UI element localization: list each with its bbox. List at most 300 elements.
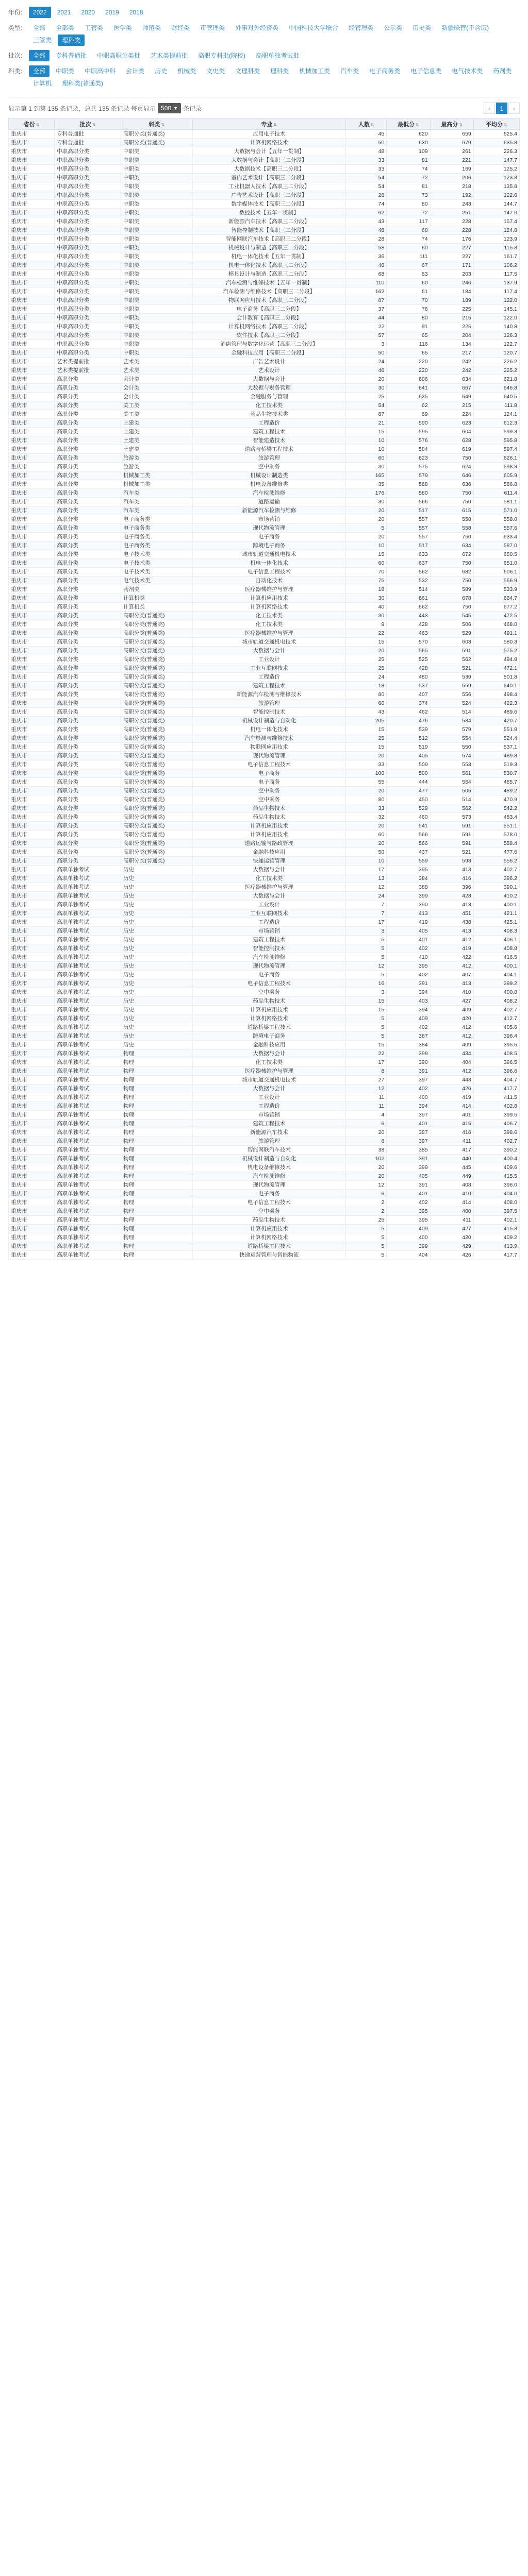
table-cell: 工业互联网技术 bbox=[192, 909, 345, 918]
table-cell: 中职类 bbox=[121, 174, 193, 182]
table-cell: 旅游类 bbox=[121, 463, 193, 471]
table-cell: 重庆市 bbox=[9, 848, 55, 857]
filter-option[interactable]: 理科类 bbox=[270, 67, 289, 75]
table-cell: 高职单独考试 bbox=[55, 979, 121, 988]
table-cell: 595 bbox=[387, 428, 430, 436]
table-cell: 450 bbox=[387, 795, 430, 804]
table-cell: 高职分类(普通类) bbox=[121, 673, 193, 682]
table-cell: 空中乘务 bbox=[192, 1207, 345, 1216]
filter-option[interactable]: 会计类 bbox=[126, 67, 145, 75]
table-cell: 高职分类 bbox=[55, 577, 121, 585]
table-cell: 重庆市 bbox=[9, 1216, 55, 1225]
sort-icon: ⇅ bbox=[504, 122, 507, 127]
table-cell: 高职单独考试 bbox=[55, 1014, 121, 1023]
table-cell: 重庆市 bbox=[9, 1172, 55, 1181]
table-cell: 115.8 bbox=[473, 244, 519, 252]
table-cell: 重庆市 bbox=[9, 533, 55, 541]
table-cell: 422.3 bbox=[473, 699, 519, 708]
table-cell: 高职分类(普通类) bbox=[121, 664, 193, 673]
table-cell: 新能源汽车技术【高职三二分段】 bbox=[192, 217, 345, 226]
table-cell: 434 bbox=[430, 1049, 473, 1058]
table-cell: 11 bbox=[346, 1102, 387, 1111]
table-cell: 重庆市 bbox=[9, 1049, 55, 1058]
table-cell: 10 bbox=[346, 436, 387, 445]
filter-option[interactable]: 理科类(普通类) bbox=[62, 80, 104, 87]
filter-option[interactable]: 全部 bbox=[29, 50, 50, 61]
table-cell: 405 bbox=[387, 752, 430, 760]
filter-option[interactable]: 机械加工类 bbox=[299, 67, 331, 75]
table-cell: 酒店管理与数字化运营【高职三二分段】 bbox=[192, 340, 345, 349]
table-cell: 重庆市 bbox=[9, 813, 55, 822]
table-cell: 汽车检测维修 bbox=[192, 953, 345, 962]
filter-option[interactable]: 汽车类 bbox=[340, 67, 359, 75]
table-row bbox=[9, 130, 520, 139]
table-cell: 工程造价 bbox=[192, 918, 345, 927]
filter-option[interactable]: 专科普通批 bbox=[56, 52, 87, 59]
table-cell: 历史 bbox=[121, 944, 193, 953]
table-cell: 新能源汽车技术 bbox=[192, 1128, 345, 1137]
table-cell: 584 bbox=[387, 445, 430, 454]
table-cell: 498.4 bbox=[473, 690, 519, 699]
filter-option[interactable]: 中职高职分类批 bbox=[97, 52, 141, 59]
table-cell: 117.5 bbox=[473, 270, 519, 279]
table-cell: 电子技术类 bbox=[121, 550, 193, 559]
table-row bbox=[9, 1111, 520, 1120]
table-cell: 高职单独考试 bbox=[55, 1233, 121, 1242]
table-cell: 城市轨道交通机电技术 bbox=[192, 638, 345, 647]
table-cell: 413 bbox=[387, 909, 430, 918]
table-cell: 408 bbox=[430, 1181, 473, 1190]
column-header[interactable] bbox=[387, 118, 430, 130]
filter-option[interactable]: 全部 bbox=[29, 65, 50, 77]
table-cell: 高职分类 bbox=[55, 760, 121, 769]
table-cell: 20 bbox=[346, 647, 387, 655]
table-cell: 400 bbox=[387, 1093, 430, 1102]
column-header[interactable] bbox=[346, 118, 387, 130]
table-cell: 药品生物技术 bbox=[192, 813, 345, 822]
table-cell: 计算机网络技术 bbox=[192, 603, 345, 612]
table-cell: 重庆市 bbox=[9, 760, 55, 769]
table-cell: 重庆市 bbox=[9, 1155, 55, 1163]
table-cell: 高职分类(普通类) bbox=[121, 612, 193, 620]
filter-option[interactable]: 中职类 bbox=[56, 67, 75, 75]
table-cell: 高职分类 bbox=[55, 533, 121, 541]
table-cell: 408.2 bbox=[473, 997, 519, 1006]
table-cell: 750 bbox=[430, 498, 473, 506]
column-header[interactable] bbox=[55, 118, 121, 130]
column-header[interactable] bbox=[9, 118, 55, 130]
table-cell: 跨境电子商务 bbox=[192, 1032, 345, 1041]
table-cell: 394 bbox=[387, 988, 430, 997]
filter-option[interactable]: 工管类 bbox=[85, 24, 104, 31]
table-cell: 169 bbox=[430, 165, 473, 174]
table-cell: 重庆市 bbox=[9, 287, 55, 296]
filter-option[interactable]: 三管类 bbox=[33, 37, 52, 44]
filter-option[interactable]: 新疆联管(不含历) bbox=[441, 24, 489, 31]
table-cell: 重庆市 bbox=[9, 664, 55, 673]
table-cell: 15 bbox=[346, 638, 387, 647]
table-row bbox=[9, 226, 520, 235]
table-cell: 428 bbox=[430, 892, 473, 901]
table-cell: 会计类 bbox=[121, 384, 193, 393]
table-cell: 历史 bbox=[121, 901, 193, 909]
table-cell: 中职高职分类 bbox=[55, 191, 121, 200]
table-cell: 45 bbox=[346, 130, 387, 139]
table-cell: 80 bbox=[387, 314, 430, 323]
table-cell: 218 bbox=[430, 182, 473, 191]
table-cell: 重庆市 bbox=[9, 515, 55, 524]
table-cell: 智能建造技术 bbox=[192, 436, 345, 445]
table-row bbox=[9, 664, 520, 673]
table-cell: 机械设计与制造【高职三二分段】 bbox=[192, 244, 345, 252]
table-cell: 394 bbox=[387, 1006, 430, 1014]
table-cell: 11 bbox=[346, 1093, 387, 1102]
table-cell: 重庆市 bbox=[9, 1207, 55, 1216]
table-cell: 重庆市 bbox=[9, 130, 55, 139]
table-row bbox=[9, 261, 520, 270]
table-cell: 汽车检测与维修技术【五年一贯制】 bbox=[192, 279, 345, 287]
table-cell: 413 bbox=[430, 979, 473, 988]
table-cell: 18 bbox=[346, 682, 387, 690]
table-cell: 高职分类 bbox=[55, 682, 121, 690]
filter-option[interactable]: 2020 bbox=[81, 9, 95, 16]
filter-option[interactable]: 外事对外经济类 bbox=[235, 24, 279, 31]
table-cell: 494.8 bbox=[473, 655, 519, 664]
filter-option[interactable]: 艺术类提前批 bbox=[151, 52, 188, 59]
table-cell: 558 bbox=[430, 515, 473, 524]
table-cell: 金融科技应用【高职三二分段】 bbox=[192, 349, 345, 358]
table-cell: 176 bbox=[430, 235, 473, 244]
table-cell: 重庆市 bbox=[9, 734, 55, 743]
filter-option[interactable]: 师范类 bbox=[142, 24, 161, 31]
table-cell: 7 bbox=[346, 909, 387, 918]
table-cell: 472.5 bbox=[473, 612, 519, 620]
table-row bbox=[9, 673, 520, 682]
table-cell: 145.1 bbox=[473, 305, 519, 314]
table-row bbox=[9, 1120, 520, 1128]
table-cell: 中职高职分类 bbox=[55, 261, 121, 270]
table-cell: 历史 bbox=[121, 874, 193, 883]
table-cell: 中职类 bbox=[121, 279, 193, 287]
table-cell: 机电设备维修技术 bbox=[192, 1163, 345, 1172]
table-cell: 重庆市 bbox=[9, 822, 55, 831]
next-page-button[interactable]: › bbox=[508, 103, 520, 114]
table-cell: 387 bbox=[387, 1128, 430, 1137]
table-cell: 重庆市 bbox=[9, 428, 55, 436]
filter-option[interactable]: 高职专科批(院校) bbox=[198, 52, 246, 59]
table-cell: 405.6 bbox=[473, 1023, 519, 1032]
table-cell: 高职单独考试 bbox=[55, 1207, 121, 1216]
page-1-button[interactable]: 1 bbox=[496, 103, 507, 114]
table-cell: 532 bbox=[387, 577, 430, 585]
table-cell: 高职分类 bbox=[55, 831, 121, 839]
table-cell: 土建类 bbox=[121, 419, 193, 428]
table-cell: 高职单独考试 bbox=[55, 936, 121, 944]
table-cell: 50 bbox=[346, 139, 387, 147]
table-cell: 计算机网络技术 bbox=[192, 1014, 345, 1023]
table-cell: 109 bbox=[387, 147, 430, 156]
filter-option[interactable]: 中国科技大学联合 bbox=[289, 24, 339, 31]
table-row bbox=[9, 331, 520, 340]
table-cell: 20 bbox=[346, 787, 387, 795]
table-cell: 高职单独考试 bbox=[55, 1120, 121, 1128]
table-cell: 历史 bbox=[121, 892, 193, 901]
table-cell: 750 bbox=[430, 533, 473, 541]
filter-option[interactable]: 历史 bbox=[155, 67, 168, 75]
filter-option[interactable]: 计算机 bbox=[33, 80, 52, 87]
table-cell: 重庆市 bbox=[9, 226, 55, 235]
table-cell: 16 bbox=[346, 979, 387, 988]
filter-options bbox=[29, 22, 520, 47]
table-cell: 25 bbox=[346, 655, 387, 664]
table-cell: 会计类 bbox=[121, 393, 193, 401]
filter-option[interactable]: 2019 bbox=[105, 9, 119, 16]
table-cell: 软件技术【高职三二分段】 bbox=[192, 331, 345, 340]
table-cell: 重庆市 bbox=[9, 708, 55, 717]
filter-option[interactable]: 高职单独考试批 bbox=[256, 52, 300, 59]
column-header[interactable] bbox=[192, 118, 345, 130]
table-cell: 中职高职分类 bbox=[55, 156, 121, 165]
filter-option[interactable]: 机械类 bbox=[177, 67, 196, 75]
table-cell: 205 bbox=[346, 717, 387, 725]
table-cell: 重庆市 bbox=[9, 1006, 55, 1014]
table-cell: 43 bbox=[346, 708, 387, 717]
table-cell: 184 bbox=[430, 287, 473, 296]
table-cell: 艺术设计 bbox=[192, 366, 345, 375]
filter-option[interactable]: 2022 bbox=[29, 7, 51, 18]
table-cell: 高职分类(普通类) bbox=[121, 629, 193, 638]
table-cell: 635.8 bbox=[473, 139, 519, 147]
column-header[interactable] bbox=[121, 118, 193, 130]
table-cell: 高职分类 bbox=[55, 393, 121, 401]
filter-option[interactable]: 电气技术类 bbox=[452, 67, 483, 75]
table-cell: 417.7 bbox=[473, 1084, 519, 1093]
table-cell: 大数据与会计 bbox=[192, 892, 345, 901]
table-cell: 611.4 bbox=[473, 489, 519, 498]
table-cell: 土建类 bbox=[121, 436, 193, 445]
table-cell: 20 bbox=[346, 1172, 387, 1181]
filter-option[interactable]: 财经类 bbox=[171, 24, 190, 31]
table-row bbox=[9, 760, 520, 769]
table-cell: 机电一体化技术【五年一贯制】 bbox=[192, 252, 345, 261]
table-row bbox=[9, 314, 520, 323]
table-cell: 514 bbox=[430, 795, 473, 804]
table-cell: 661 bbox=[387, 594, 430, 603]
table-cell: 24 bbox=[346, 673, 387, 682]
table-row bbox=[9, 323, 520, 331]
table-cell: 高职分类(普通类) bbox=[121, 848, 193, 857]
table-cell: 428 bbox=[387, 664, 430, 673]
table-cell: 530.7 bbox=[473, 769, 519, 778]
table-cell: 计算机应用技术 bbox=[192, 1006, 345, 1014]
table-cell: 高职分类 bbox=[55, 594, 121, 603]
table-row bbox=[9, 498, 520, 506]
table-cell: 历史 bbox=[121, 953, 193, 962]
table-cell: 工业设计 bbox=[192, 1093, 345, 1102]
table-row bbox=[9, 918, 520, 927]
filter-option[interactable]: 医学类 bbox=[113, 24, 133, 31]
table-cell: 高职分类 bbox=[55, 804, 121, 813]
table-cell: 417.7 bbox=[473, 1251, 519, 1260]
filter-option[interactable]: 理科类 bbox=[58, 35, 85, 46]
table-cell: 中职类 bbox=[121, 200, 193, 209]
table-cell: 15 bbox=[346, 550, 387, 559]
table-cell: 物理 bbox=[121, 1146, 193, 1155]
table-cell: 404.1 bbox=[473, 971, 519, 979]
table-cell: 重庆市 bbox=[9, 1032, 55, 1041]
filter-option[interactable]: 全部 bbox=[33, 24, 46, 31]
filter-option[interactable]: 2021 bbox=[57, 9, 71, 16]
table-cell: 126.3 bbox=[473, 331, 519, 340]
table-cell: 中职类 bbox=[121, 252, 193, 261]
table-cell: 70 bbox=[387, 296, 430, 305]
column-header-label: 最高分 bbox=[441, 121, 458, 128]
table-cell: 物理 bbox=[121, 1058, 193, 1067]
table-cell: 489.6 bbox=[473, 708, 519, 717]
filter-row bbox=[8, 21, 520, 48]
table-cell: 重庆市 bbox=[9, 971, 55, 979]
table-cell: 521 bbox=[430, 664, 473, 673]
table-cell: 高职分类 bbox=[55, 629, 121, 638]
table-cell: 重庆市 bbox=[9, 874, 55, 883]
table-cell: 396.6 bbox=[473, 1067, 519, 1076]
table-row bbox=[9, 489, 520, 498]
table-cell: 高职分类(普通类) bbox=[121, 682, 193, 690]
table-cell: 419 bbox=[387, 918, 430, 927]
table-cell: 6 bbox=[346, 1120, 387, 1128]
table-cell: 高职分类 bbox=[55, 638, 121, 647]
table-cell: 391 bbox=[387, 1155, 430, 1163]
filter-option[interactable]: 电子信息类 bbox=[410, 67, 442, 75]
table-cell: 646.8 bbox=[473, 384, 519, 393]
table-cell: 自动化技术 bbox=[192, 577, 345, 585]
table-cell: 640.5 bbox=[473, 393, 519, 401]
table-row bbox=[9, 1146, 520, 1155]
table-cell: 重庆市 bbox=[9, 349, 55, 358]
table-cell: 高职单独考试 bbox=[55, 892, 121, 901]
table-cell: 汽车检测维修 bbox=[192, 489, 345, 498]
table-cell: 重庆市 bbox=[9, 568, 55, 577]
table-cell: 中职高职分类 bbox=[55, 200, 121, 209]
table-cell: 505 bbox=[430, 787, 473, 795]
table-cell: 重庆市 bbox=[9, 358, 55, 366]
column-header-label: 批次 bbox=[79, 121, 91, 128]
table-cell: 智能网联汽车技术【高职三二分段】 bbox=[192, 235, 345, 244]
table-cell: 74 bbox=[346, 200, 387, 209]
filter-option[interactable]: 中职高中科 bbox=[85, 67, 116, 75]
table-row bbox=[9, 1163, 520, 1172]
filter-option[interactable]: 历史类 bbox=[412, 24, 432, 31]
table-cell: 计算机网络技术 bbox=[192, 139, 345, 147]
sort-icon: ⇅ bbox=[370, 122, 374, 127]
table-row bbox=[9, 550, 520, 559]
table-cell: 高职分类 bbox=[55, 445, 121, 454]
filter-option[interactable]: 公示类 bbox=[384, 24, 403, 31]
table-cell: 高职分类 bbox=[55, 752, 121, 760]
filter-option[interactable]: 文理科类 bbox=[235, 67, 260, 75]
table-cell: 重庆市 bbox=[9, 699, 55, 708]
table-cell: 5 bbox=[346, 936, 387, 944]
filter-option[interactable]: 经管理类 bbox=[349, 24, 374, 31]
table-row bbox=[9, 244, 520, 252]
table-cell: 405 bbox=[387, 1172, 430, 1181]
table-row bbox=[9, 734, 520, 743]
table-cell: 中职高职分类 bbox=[55, 314, 121, 323]
table-cell: 物理 bbox=[121, 1111, 193, 1120]
table-cell: 100 bbox=[346, 769, 387, 778]
column-header[interactable] bbox=[430, 118, 473, 130]
filter-option[interactable]: 市管理类 bbox=[200, 24, 225, 31]
table-cell: 137.9 bbox=[473, 279, 519, 287]
table-cell: 重庆市 bbox=[9, 296, 55, 305]
table-cell: 历史 bbox=[121, 918, 193, 927]
table-cell: 高职分类 bbox=[55, 550, 121, 559]
table-cell: 高职分类 bbox=[55, 848, 121, 857]
table-cell: 122.7 bbox=[473, 340, 519, 349]
table-cell: 38 bbox=[346, 1146, 387, 1155]
table-cell: 重庆市 bbox=[9, 725, 55, 734]
table-cell: 70 bbox=[346, 568, 387, 577]
table-cell: 中职高职分类 bbox=[55, 217, 121, 226]
table-row bbox=[9, 1041, 520, 1049]
table-cell: 中职类 bbox=[121, 261, 193, 270]
table-cell: 575.2 bbox=[473, 647, 519, 655]
filter-option[interactable]: 文史类 bbox=[206, 67, 225, 75]
table-cell: 540.1 bbox=[473, 682, 519, 690]
table-cell: 625.4 bbox=[473, 130, 519, 139]
filter-option[interactable]: 电子商务类 bbox=[369, 67, 401, 75]
table-cell: 227 bbox=[430, 252, 473, 261]
table-cell: 215 bbox=[430, 401, 473, 410]
table-cell: 400.8 bbox=[473, 988, 519, 997]
table-cell: 重庆市 bbox=[9, 323, 55, 331]
column-header[interactable] bbox=[473, 118, 519, 130]
table-cell: 483.4 bbox=[473, 813, 519, 822]
filter-option[interactable]: 全部类 bbox=[56, 24, 75, 31]
table-cell: 高职单独考试 bbox=[55, 1093, 121, 1102]
table-row bbox=[9, 813, 520, 822]
table-row bbox=[9, 594, 520, 603]
table-cell: 高职分类 bbox=[55, 603, 121, 612]
table-cell: 美工类 bbox=[121, 401, 193, 410]
table-cell: 重庆市 bbox=[9, 936, 55, 944]
table-cell: 5 bbox=[346, 1251, 387, 1260]
page-size-select[interactable] bbox=[158, 103, 181, 113]
prev-page-button[interactable]: ‹ bbox=[484, 103, 495, 114]
table-cell: 48 bbox=[346, 226, 387, 235]
filter-option[interactable]: 药剂类 bbox=[493, 67, 512, 75]
table-cell: 593 bbox=[430, 857, 473, 866]
table-cell: 广告艺术设计【高职三二分段】 bbox=[192, 191, 345, 200]
table-row bbox=[9, 708, 520, 717]
table-cell: 高职分类(普通类) bbox=[121, 831, 193, 839]
table-cell: 226.3 bbox=[473, 147, 519, 156]
table-cell: 高职分类 bbox=[55, 480, 121, 489]
table-cell: 重庆市 bbox=[9, 988, 55, 997]
table-cell: 高职分类 bbox=[55, 585, 121, 594]
table-cell: 电子商务类 bbox=[121, 533, 193, 541]
table-cell: 374 bbox=[387, 699, 430, 708]
filter-option[interactable]: 2018 bbox=[129, 9, 143, 16]
table-cell: 17 bbox=[346, 866, 387, 874]
table-cell: 62 bbox=[346, 209, 387, 217]
table-cell: 15 bbox=[346, 725, 387, 734]
table-cell: 高职分类 bbox=[55, 664, 121, 673]
table-cell: 5 bbox=[346, 1242, 387, 1251]
table-cell: 重庆市 bbox=[9, 366, 55, 375]
table-cell: 541 bbox=[387, 822, 430, 831]
table-cell: 472.1 bbox=[473, 664, 519, 673]
